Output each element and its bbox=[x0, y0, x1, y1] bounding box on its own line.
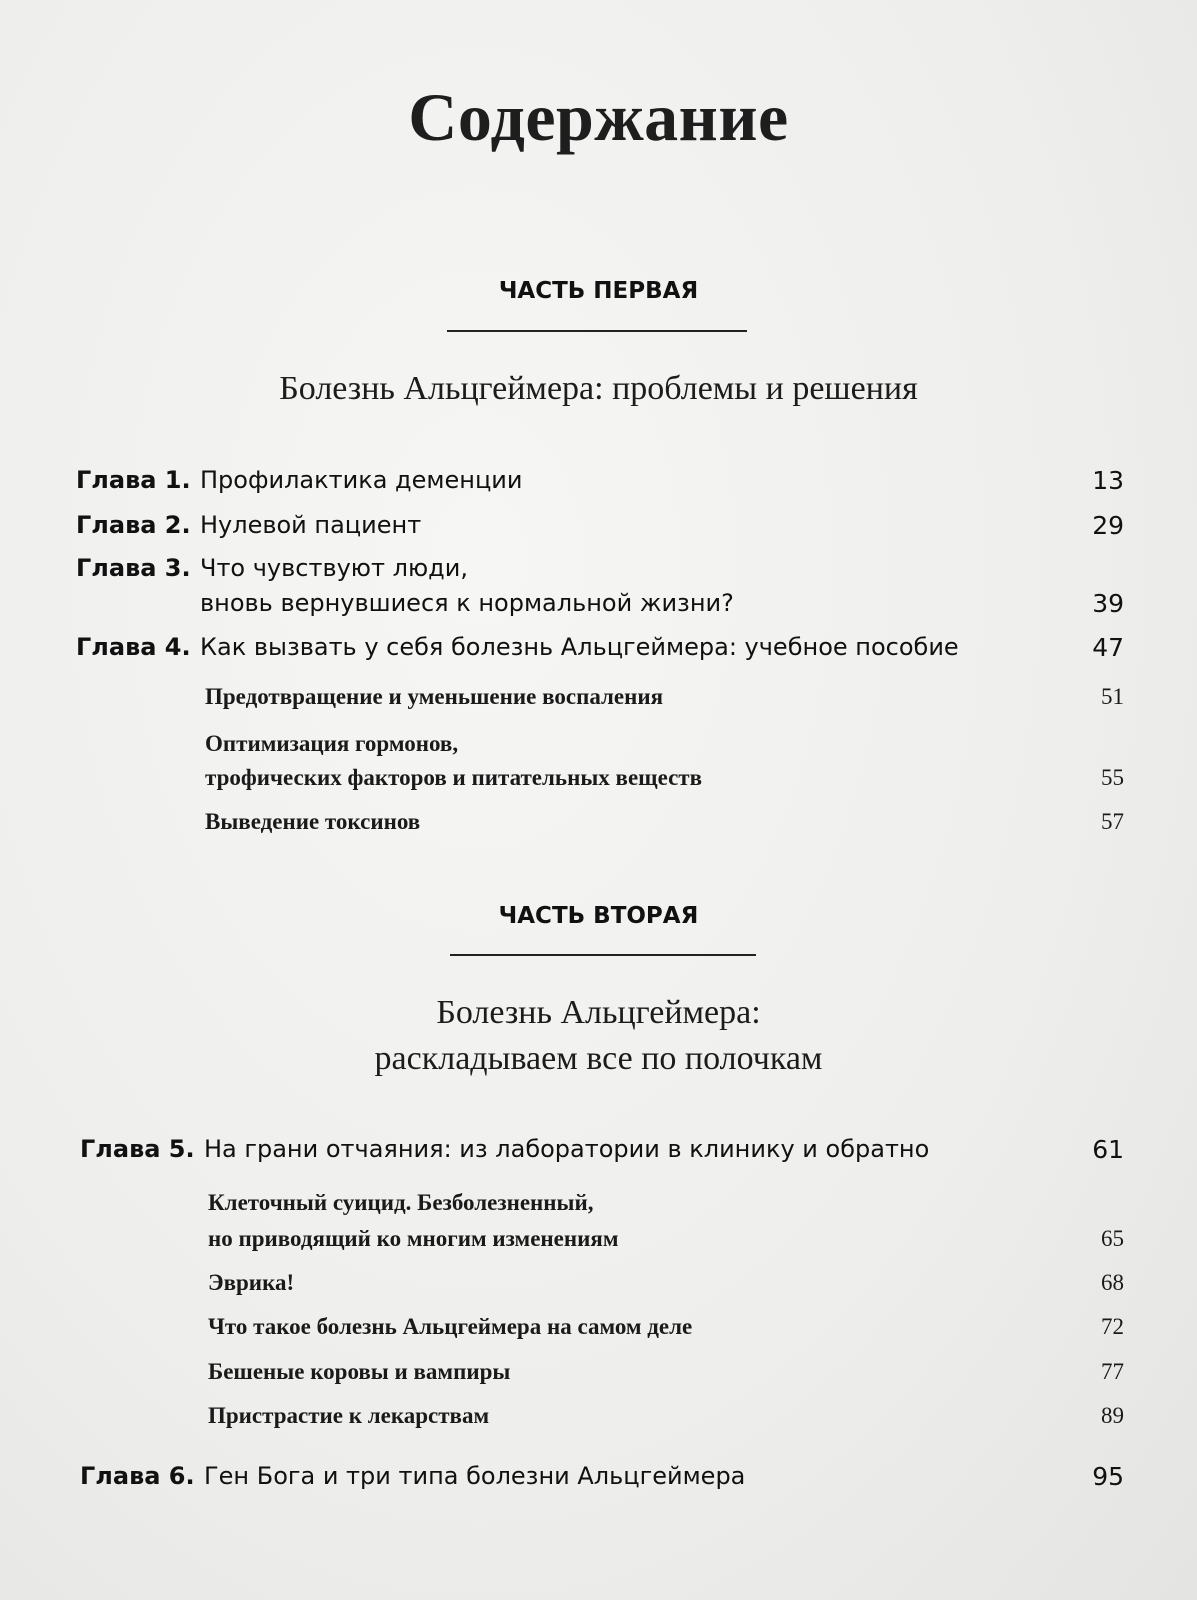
chapter-number: Глава 4. bbox=[76, 633, 191, 661]
page-number: 47 bbox=[1092, 633, 1124, 662]
chapter-number: Глава 5. bbox=[80, 1135, 195, 1163]
part-one-heading: Болезнь Альцгеймера: проблемы и решения bbox=[279, 370, 918, 407]
page-number: 77 bbox=[1101, 1359, 1124, 1384]
page-number: 51 bbox=[1101, 684, 1124, 709]
section-title-line-1: Клеточный суицид. Безболезненный, bbox=[208, 1190, 594, 1215]
chapter-number: Глава 1. bbox=[76, 466, 191, 494]
page-number: 57 bbox=[1101, 809, 1124, 834]
toc-chapter-6[interactable] bbox=[0, 1462, 1197, 1498]
page-number: 39 bbox=[1092, 589, 1124, 618]
page-title: Содержание bbox=[408, 79, 789, 155]
toc-chapter-5[interactable] bbox=[0, 1135, 1197, 1171]
part-two-heading-line-2: раскладываем все по полочкам bbox=[374, 1040, 823, 1077]
toc-section[interactable] bbox=[0, 1270, 1197, 1304]
toc-section[interactable] bbox=[0, 1359, 1197, 1393]
page-number: 65 bbox=[1101, 1226, 1124, 1251]
toc-section[interactable] bbox=[0, 809, 1197, 843]
part-two-label: ЧАСТЬ ВТОРАЯ bbox=[498, 903, 699, 929]
chapter-title: Профилактика деменции bbox=[200, 466, 523, 494]
section-title: Пристрастие к лекарствам bbox=[208, 1403, 490, 1428]
chapter-title: Нулевой пациент bbox=[200, 511, 422, 539]
toc-section[interactable] bbox=[0, 731, 1197, 807]
section-title-line-2: но приводящий ко многим изменениям bbox=[208, 1226, 619, 1251]
chapter-number: Глава 6. bbox=[80, 1462, 195, 1490]
chapter-title: Как вызвать у себя болезнь Альцгеймера: учебное пособие bbox=[200, 633, 959, 661]
section-title-line-1: Оптимизация гормонов, bbox=[205, 731, 459, 756]
section-title: Предотвращение и уменьшение воспаления bbox=[205, 684, 664, 709]
toc-chapter-3[interactable] bbox=[0, 554, 1197, 634]
page-number: 72 bbox=[1101, 1314, 1124, 1339]
page-number: 68 bbox=[1101, 1270, 1124, 1295]
chapter-title: На грани отчаяния: из лаборатории в клинику и обратно bbox=[204, 1135, 930, 1163]
toc-section[interactable] bbox=[0, 1190, 1197, 1266]
chapter-title: Ген Бога и три типа болезни Альцгеймера bbox=[204, 1462, 746, 1490]
page-number: 61 bbox=[1092, 1135, 1124, 1164]
section-title: Эврика! bbox=[208, 1270, 295, 1295]
page-number: 29 bbox=[1092, 511, 1124, 540]
part-one-label: ЧАСТЬ ПЕРВАЯ bbox=[498, 278, 699, 304]
chapter-title-line-1: Что чувствуют люди, bbox=[200, 554, 468, 582]
toc-chapter-2[interactable] bbox=[0, 511, 1197, 547]
page-number: 13 bbox=[1092, 466, 1124, 495]
toc-section[interactable] bbox=[0, 1403, 1197, 1437]
chapter-number: Глава 2. bbox=[76, 511, 191, 539]
page-number: 95 bbox=[1092, 1462, 1124, 1491]
chapter-number: Глава 3. bbox=[76, 554, 191, 582]
section-title: Бешеные коровы и вампиры bbox=[208, 1359, 511, 1384]
toc-chapter-4[interactable] bbox=[0, 633, 1197, 669]
section-title-line-2: трофических факторов и питательных веществ bbox=[205, 765, 702, 790]
section-title: Выведение токсинов bbox=[205, 809, 421, 834]
page-number: 55 bbox=[1101, 765, 1124, 790]
chapter-title-line-2: вновь вернувшиеся к нормальной жизни? bbox=[200, 589, 734, 617]
toc-section[interactable] bbox=[0, 1314, 1197, 1348]
toc-chapter-1[interactable] bbox=[0, 466, 1197, 502]
part-two-divider bbox=[450, 954, 756, 956]
part-one-divider bbox=[447, 330, 747, 332]
part-two-heading-line-1: Болезнь Альцгеймера: bbox=[436, 994, 761, 1031]
page-number: 89 bbox=[1101, 1403, 1124, 1428]
toc-section[interactable] bbox=[0, 684, 1197, 718]
section-title: Что такое болезнь Альцгеймера на самом деле bbox=[208, 1314, 693, 1339]
